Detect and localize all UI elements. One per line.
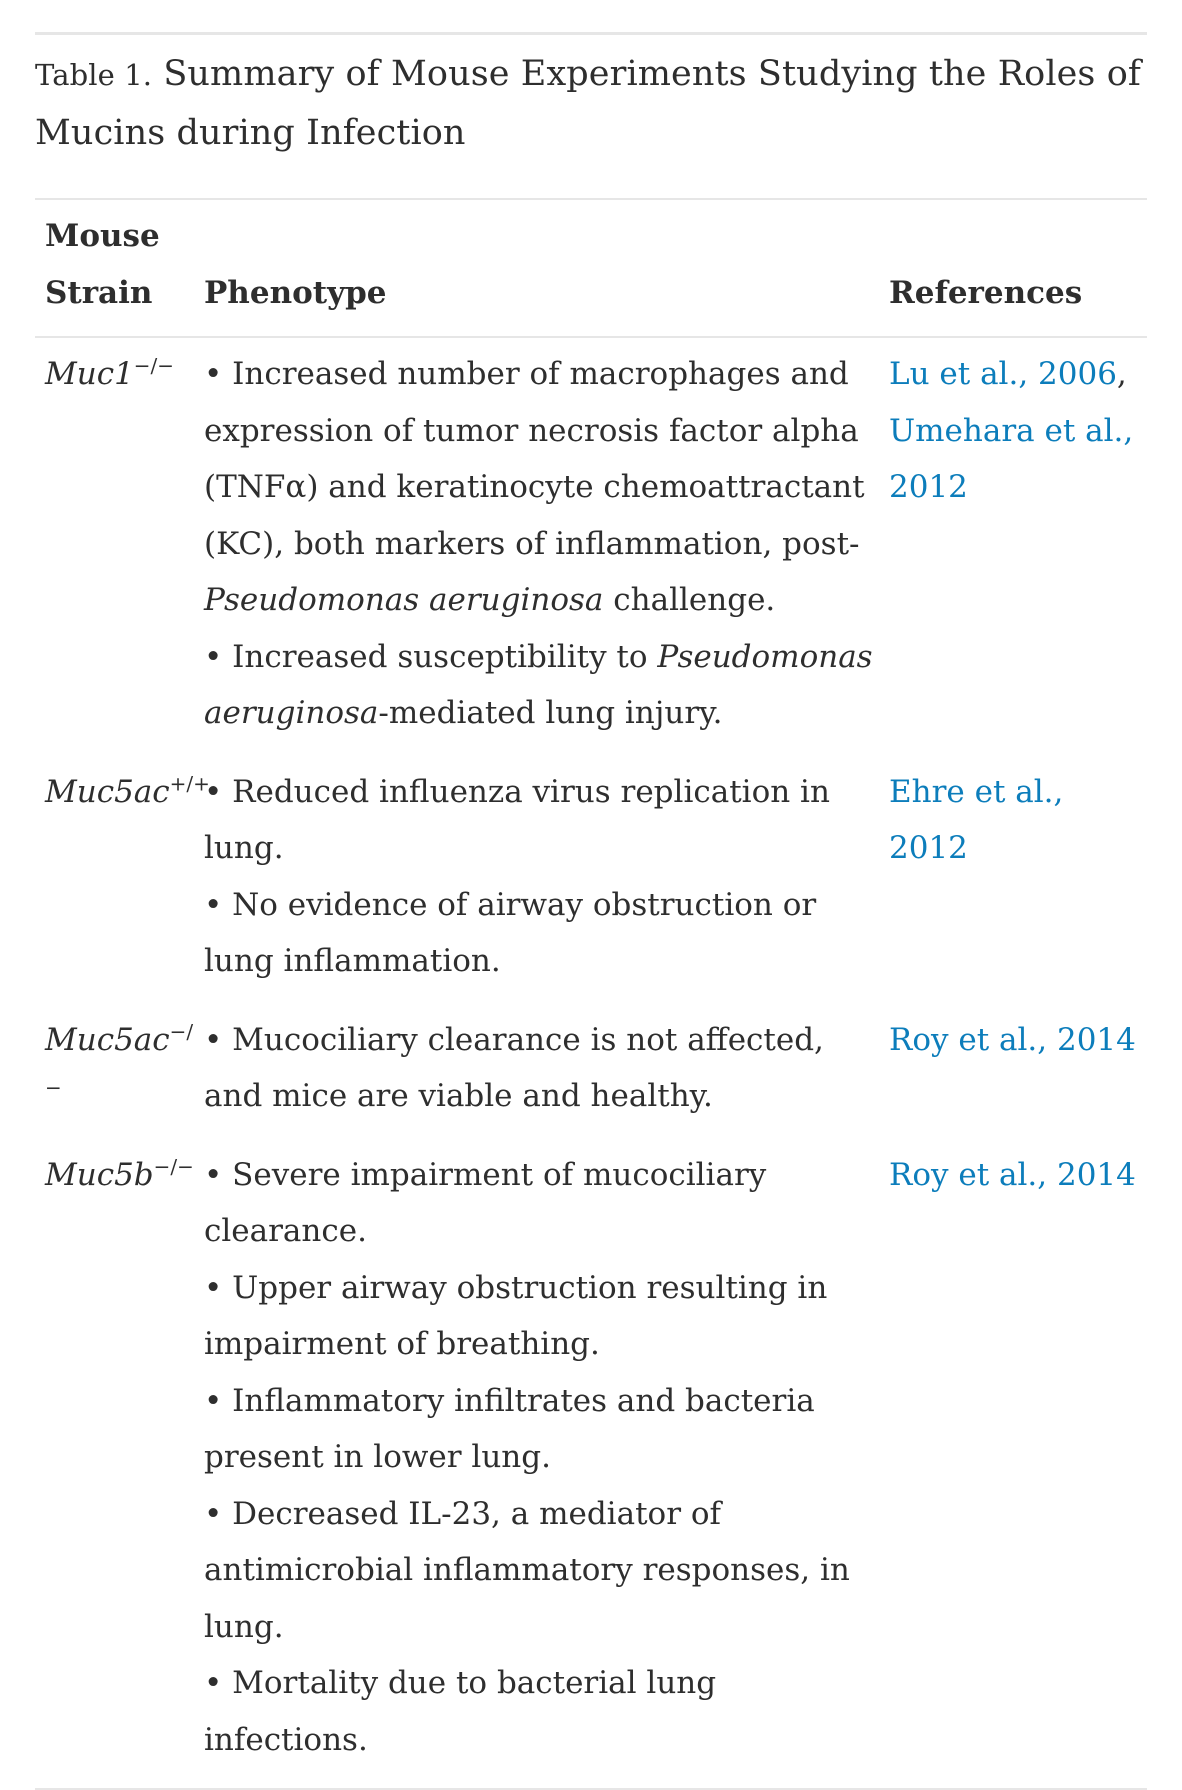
bullet: •: [204, 1021, 233, 1058]
phenotype-text: Increased susceptibility to: [232, 638, 658, 675]
bullet: •: [204, 1665, 233, 1701]
reference-link[interactable]: Ehre et al., 2012: [889, 773, 1064, 866]
header-strain: [35, 208, 204, 322]
phenotype-cell: [204, 1147, 889, 1769]
header-phenotype-label: Phenotype: [204, 275, 387, 311]
references-cell: [889, 764, 1147, 877]
bullet: •: [204, 1495, 233, 1532]
species-name: Pseudomonas aeruginosa: [204, 638, 873, 731]
bullet: •: [204, 356, 233, 392]
reference-link[interactable]: Roy et al., 2014: [889, 1156, 1136, 1193]
strain-name: Muc5ac: [45, 773, 170, 810]
strain-name: Muc5ac: [45, 1021, 170, 1058]
bullet: •: [204, 1382, 233, 1419]
bullet: •: [204, 886, 233, 923]
phenotype-text: Decreased IL-23, a mediator of antimicrobial inflammatory responses, in lung.: [204, 1495, 850, 1645]
phenotype-cell: [204, 764, 889, 990]
phenotype-text-suffix: -mediated lung injury.: [378, 695, 723, 731]
bullet: •: [204, 1156, 233, 1193]
strain-genotype: −/−: [133, 353, 175, 378]
mouse-strain-cell: [35, 346, 204, 403]
reference-link[interactable]: Lu et al., 2006: [889, 356, 1117, 392]
phenotype-cell: [204, 1012, 889, 1125]
table-container: [35, 32, 1147, 1790]
header-references: [889, 208, 1147, 322]
header-phenotype: [204, 208, 889, 322]
phenotype-item: [204, 1655, 889, 1768]
reference-separator: ,: [1116, 356, 1127, 392]
phenotype-item: [204, 629, 889, 742]
phenotype-text: Mucociliary clearance is not affected, and mice are viable and healthy.: [204, 1021, 824, 1114]
phenotype-text: Inflammatory infiltrates and bacteria present in lower lung.: [204, 1382, 815, 1475]
phenotype-item: [204, 1260, 889, 1373]
mouse-strain-cell: [35, 1012, 204, 1125]
phenotype-item: [204, 764, 889, 877]
phenotype-item: [204, 1012, 889, 1125]
phenotype-item: [204, 1373, 889, 1486]
mouse-strain-cell: [35, 1147, 204, 1204]
phenotype-item: [204, 1486, 889, 1656]
table-row: [35, 1012, 1147, 1125]
phenotype-item: [204, 1147, 889, 1260]
phenotype-text: Increased number of macrophages and expression of tumor necrosis factor alpha (TNFα) and keratinocyte chemoattractant (KC), both markers of inflammation, post-: [204, 356, 865, 562]
references-cell: [889, 346, 1147, 516]
references-cell: [889, 1147, 1147, 1204]
reference-link[interactable]: Roy et al., 2014: [889, 1021, 1136, 1058]
table-row: [35, 1147, 1147, 1769]
strain-name: Muc1: [45, 356, 134, 392]
bullet: •: [204, 773, 233, 810]
phenotype-text: Severe impairment of mucociliary clearance.: [204, 1156, 767, 1249]
table-body: [35, 338, 1147, 1768]
top-rule: [35, 32, 1147, 35]
references-cell: [889, 1012, 1147, 1069]
bullet: •: [204, 638, 233, 675]
table-title: Summary of Mouse Experiments Studying the Roles of Mucins during Infection: [35, 54, 1141, 153]
phenotype-text-suffix: challenge.: [603, 582, 776, 618]
phenotype-text: No evidence of airway obstruction or lung inflammation.: [204, 886, 817, 979]
phenotype-item: [204, 877, 889, 990]
header-references-label: References: [889, 275, 1083, 311]
species-name: Pseudomonas aeruginosa: [204, 582, 604, 618]
phenotype-cell: [204, 346, 889, 742]
table-row: [35, 764, 1147, 990]
phenotype-text: Upper airway obstruction resulting in impairment of breathing.: [204, 1269, 828, 1362]
strain-genotype: −/−: [153, 1154, 194, 1179]
phenotype-item: [204, 346, 889, 629]
table-label: Table 1.: [35, 58, 153, 92]
reference-link[interactable]: Umehara et al., 2012: [889, 412, 1134, 505]
strain-genotype: +/+: [169, 771, 210, 796]
bullet: •: [204, 1269, 233, 1306]
table-header-row: [35, 200, 1147, 336]
header-strain-line2: Strain: [45, 275, 153, 311]
table-caption: [35, 45, 1147, 162]
phenotype-text: Mortality due to bacterial lung infections.: [204, 1665, 717, 1758]
phenotype-text: Reduced influenza virus replication in lung.: [204, 773, 830, 866]
mouse-strain-cell: [35, 764, 210, 821]
table-row: [35, 338, 1147, 742]
strain-genotype: −/−: [45, 1019, 194, 1100]
header-strain-line1: Mouse: [45, 218, 160, 254]
strain-name: Muc5b: [45, 1156, 154, 1193]
